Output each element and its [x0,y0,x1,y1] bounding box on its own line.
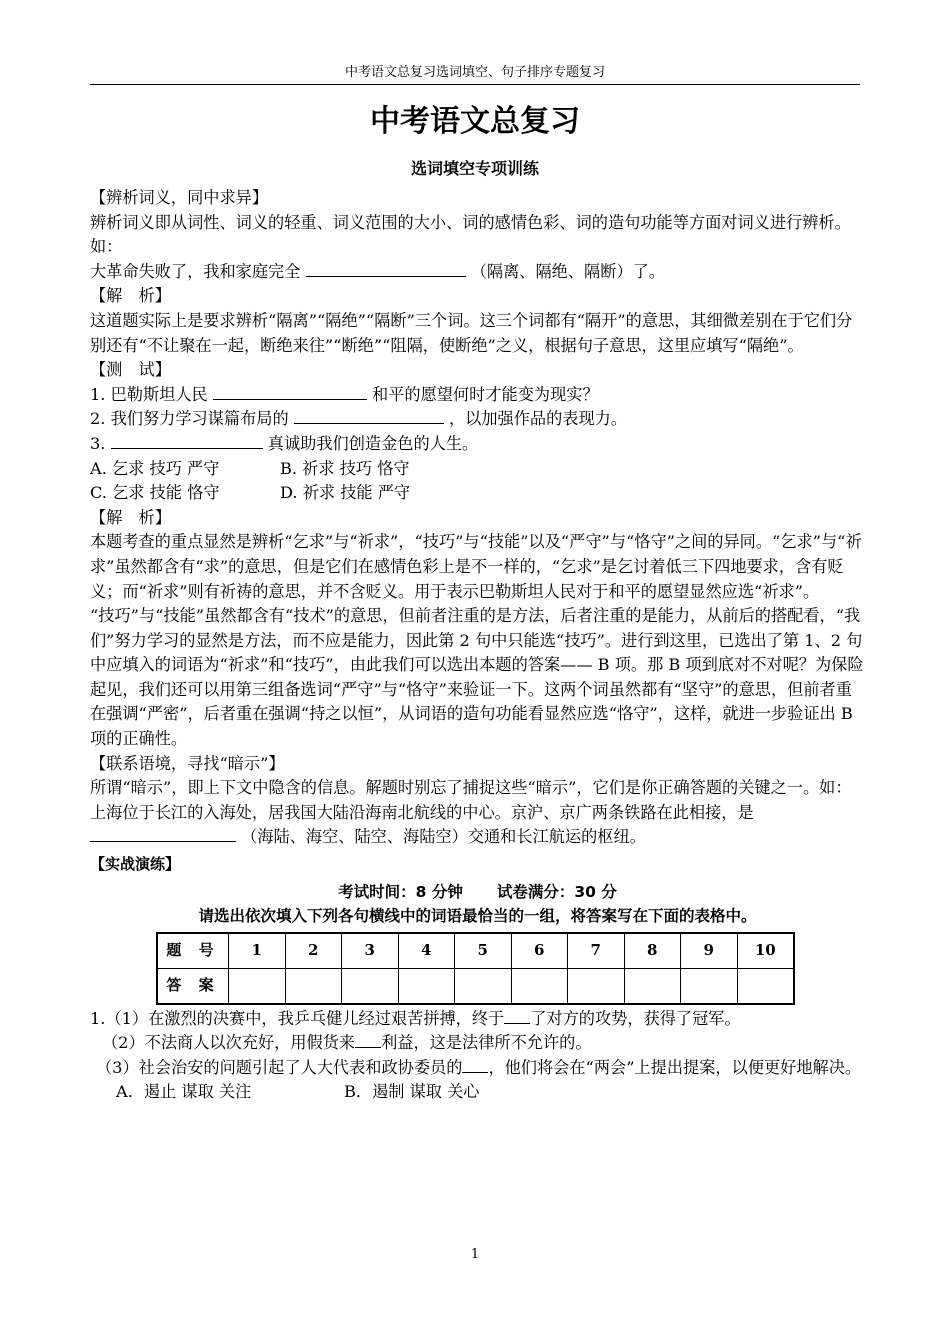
option-row [90,481,865,506]
answer-table [156,932,795,1005]
question-text: ，以加强作品的表现力。 [448,409,628,429]
question [90,383,865,408]
paragraph: 这道题实际上是要求辨析“隔离”“隔绝”“隔断”三个词。这三个词都有“隔开”的意思，其细微差别在于它们分别还有“不让聚在一起，断绝来往”“断绝”“阻隔，使断绝”之义，根据句子意思，这里应填写“隔绝”。 [90,310,853,355]
option-row [90,1080,865,1105]
table-cell: 1 [229,933,286,969]
option-a: A．遏止 谋取 关注 [116,1082,252,1102]
header-rule [90,84,860,85]
answer-cell[interactable] [229,968,286,1004]
answer-cell[interactable] [511,968,568,1004]
page-title: 中考语文总复习 [370,104,580,139]
table-row [157,933,794,969]
table-cell: 10 [737,933,794,969]
table-cell: 7 [568,933,625,969]
table-cell: 5 [455,933,512,969]
answer-cell[interactable] [681,968,738,1004]
answer-cell[interactable] [568,968,625,1004]
paragraph: 所谓“暗示”，即上下文中隐含的信息。解题时别忘了捕捉这些“暗示”，它们是你正确答题的关键之一。如： [90,778,852,798]
practice-heading: 【实战演练】 [90,855,181,874]
option-d: D. 祈求 技能 严守 [280,483,411,503]
table-header-label: 题 号 [157,933,229,969]
question-text: 真诚助我们创造金色的人生。 [267,433,479,453]
fill-blank [306,260,466,277]
answer-cell[interactable] [624,968,681,1004]
analysis-heading: 【解 析】 [90,286,171,306]
table-cell: 9 [681,933,738,969]
question [90,407,865,432]
question-text: 了对方的攻势，获得了冠军。 [530,1008,741,1028]
question-text: 和平的愿望何时才能变为现实？ [372,384,599,404]
option-a: A. 乞求 技巧 严守 [90,458,220,478]
option-c: C. 乞求 技能 恪守 [90,483,220,503]
document-body [90,186,865,1105]
table-cell: 8 [624,933,681,969]
table-cell: 3 [342,933,399,969]
question-text: 3. [90,433,106,453]
question [90,432,865,457]
table-answer-label: 答 案 [157,968,229,1004]
option-b: B. 祈求 技巧 恪守 [280,458,410,478]
question [90,1056,865,1081]
answer-cell[interactable] [398,968,455,1004]
exam-instruction: 请选出依次填入下列各句横线中的词语最恰当的一组，将答案写在下面的表格中。 [198,906,757,925]
example-text: 上海位于长江的入海处，居我国大陆沿海南北航线的中心。京沪、京广两条铁路在此相接，是 [90,802,754,822]
running-header: 中考语文总复习选词填空、句子排序专题复习 [344,65,605,80]
fill-blank [355,1031,381,1048]
option-row [90,457,865,482]
table-row [157,968,794,1004]
exam-meta [90,880,865,904]
paragraph: 辨析词义即从词性、词义的轻重、词义范围的大小、词的感情色彩、词的造句功能等方面对词义进行辨析。如： [90,212,851,257]
answer-cell[interactable] [342,968,399,1004]
example-text: （隔离、隔绝、隔断）了。 [470,261,665,281]
answer-cell[interactable] [455,968,512,1004]
question-text: （3）社会治安的问题引起了人大代表和政协委员的 [96,1057,463,1077]
exam-score: 试卷满分：30 分 [496,882,617,901]
example-text: 大革命失败了，我和家庭完全 [90,261,301,281]
question-text: ，他们将会在“两会”上提出提案，以便更好地解决。 [488,1057,862,1077]
paragraph: 本题考查的重点显然是辨析“乞求”与“祈求”，“技巧”与“技能”以及“严守”与“恪守”之间的异同。“乞求”与“祈求”虽然都含有“求”的意思，但是它们在感情色彩上是不一样的，“乞求”是乞讨着低三下四地要求，含有贬义；而“祈求”则有祈祷的意思，并不含贬义。用于表示巴勒斯坦人民对于和平的愿望显然应选“祈求”。 [90,532,862,601]
question-text: （2）不法商人以次充好，用假货来 [102,1033,356,1053]
paragraph: “技巧”与“技能”虽然都含有“技术”的意思，但前者注重的是方法，后者注重的是能力，从前后的搭配看，“我们”努力学习的显然是方法，而不应是能力，因此第 2 句中只能选“技巧”。进行到这里，已选出了第 1、2 句中应填入的词语为“祈求”和“技巧”，由此我们可以选出本题的答案—— B 项。那 B 项到底对不对呢？为保险起见，我们还可以用第三组备选词“严守”与“恪守”来验证一下。这两个词虽然都有“坚守”的意思，但前者重在强调“严密”，后者重在强调“持之以恒”，从词语的造句功能看显然应选“恪守”，这样，就进一步验证出 B 项的正确性。 [90,606,864,749]
fill-blank [462,1056,488,1073]
section-heading: 【联系语境，寻找“暗示”】 [90,753,285,773]
table-cell: 4 [398,933,455,969]
example-text: （海陆、海空、陆空、海陆空）交通和长江航运的枢纽。 [241,827,646,847]
question-text: 2. 我们努力学习谋篇布局的 [90,409,289,429]
fill-blank [504,1007,530,1024]
fill-blank [90,825,236,842]
page-number: 1 [470,1247,480,1262]
question [90,1007,865,1032]
analysis-heading: 【解 析】 [90,507,171,527]
fill-blank [111,432,263,449]
example-sentence [90,801,865,850]
question [90,1031,865,1056]
page-subtitle: 选词填空专项训练 [410,159,539,178]
fill-blank [213,383,367,400]
example-sentence [90,260,865,285]
section-heading: 【辨析词义，同中求异】 [90,188,269,207]
question-text: 1.（1）在激烈的决赛中，我乒乓健儿经过艰苦拼搏，终于 [90,1008,505,1028]
exam-time: 考试时间：8 分钟 [338,882,463,901]
question-text: 利益，这是法律所不允许的。 [381,1033,592,1053]
fill-blank [294,407,444,424]
question-text: 1. 巴勒斯坦人民 [90,384,208,404]
answer-cell[interactable] [285,968,342,1004]
table-cell: 2 [285,933,342,969]
answer-cell[interactable] [737,968,794,1004]
option-b: B．遏制 谋取 关心 [344,1082,480,1102]
test-heading: 【测 试】 [90,360,171,380]
table-cell: 6 [511,933,568,969]
